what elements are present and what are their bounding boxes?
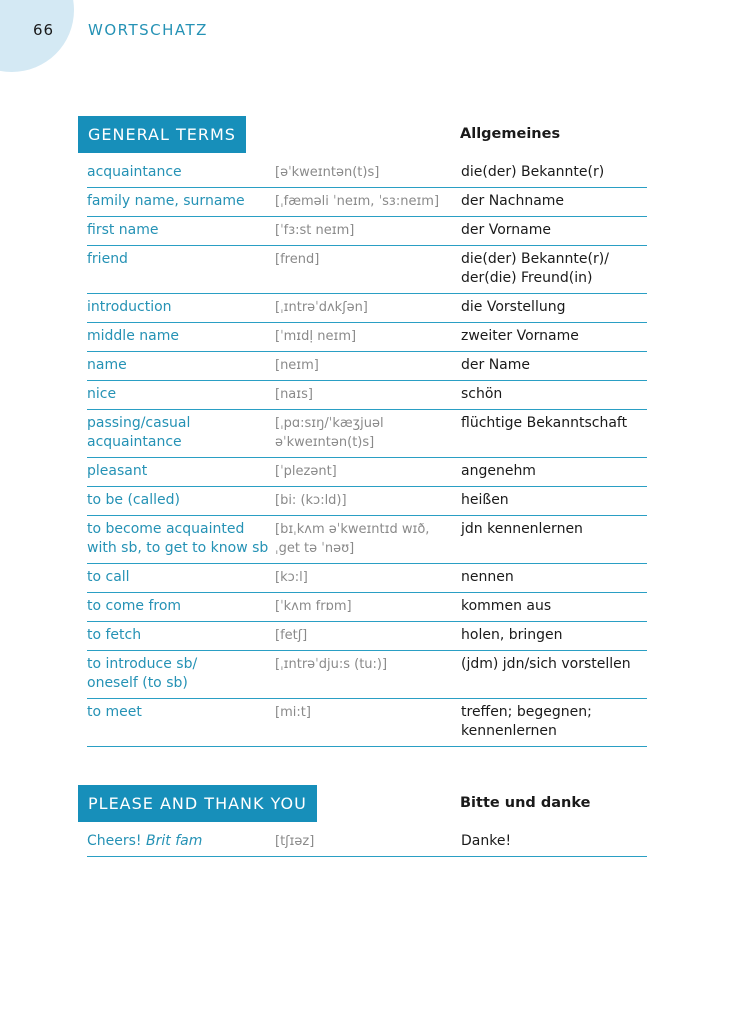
pronunciation: [ˌɪntrəˈdʌkʃən]: [275, 300, 368, 315]
german-translation: der Nachname: [461, 193, 565, 209]
table-row: [87, 487, 647, 516]
table-row: [87, 828, 647, 857]
english-term-text: nice: [87, 386, 117, 402]
section-title-de: Bitte und danke: [460, 795, 591, 811]
english-term: [87, 298, 275, 317]
pronunciation: [ˈkʌm frɒm]: [275, 599, 352, 614]
english-term: [87, 385, 275, 404]
table-row: [87, 294, 647, 323]
usage-label: Brit fam: [146, 833, 203, 849]
table-row: [87, 516, 647, 564]
german-translation: die Vorstellung: [461, 299, 566, 315]
german-translation: jdn kennenlernen: [461, 521, 583, 537]
english-term-text: friend: [87, 251, 128, 267]
pronunciation: [ˈplezənt]: [275, 464, 337, 479]
english-term: [87, 327, 275, 346]
english-term: [87, 703, 275, 741]
section-header: [78, 116, 648, 154]
pronunciation: [ˈfɜ:st neɪm]: [275, 223, 355, 238]
english-term: [87, 655, 275, 693]
pronunciation: [ˌɪntrəˈdju:s (tu:)]: [275, 657, 388, 672]
pronunciation: [əˈkweɪntən(t)s]: [275, 165, 380, 180]
pronunciation: [tʃɪəz]: [275, 834, 315, 849]
table-row: [87, 458, 647, 487]
german-translation: heißen: [461, 492, 509, 508]
section-title-en: GENERAL TERMS: [78, 116, 246, 153]
table-row: [87, 410, 647, 458]
english-term-text: to become acquainted with sb, to get to know sb: [87, 521, 269, 556]
english-term-text: passing/casual acquaintance: [87, 415, 191, 450]
german-translation: kommen aus: [461, 598, 552, 614]
english-term: [87, 414, 275, 452]
section-title-en: PLEASE AND THANK YOU: [78, 785, 317, 822]
table-row: [87, 352, 647, 381]
english-term: [87, 568, 275, 587]
german-translation: treffen; begegnen; kennenlernen: [461, 704, 592, 739]
pronunciation: [ˌpɑ:sɪŋ/ˈkæʒjuəl əˈkweɪntən(t)s]: [275, 416, 384, 450]
german-translation: holen, bringen: [461, 627, 563, 643]
table-row: [87, 622, 647, 651]
pronunciation: [bɪˌkʌm əˈkweɪntɪd wɪð, ˌget tə ˈnəʊ]: [275, 522, 430, 556]
english-term: [87, 520, 275, 558]
pronunciation: [neɪm]: [275, 358, 319, 373]
english-term-text: middle name: [87, 328, 179, 344]
english-term-text: acquaintance: [87, 164, 182, 180]
pronunciation: [naɪs]: [275, 387, 313, 402]
german-translation: angenehm: [461, 463, 536, 479]
table-row: [87, 593, 647, 622]
english-term: [87, 832, 275, 851]
english-term-text: introduction: [87, 299, 172, 315]
english-term-text: to come from: [87, 598, 182, 614]
section-header: [78, 785, 648, 823]
table-row: [87, 159, 647, 188]
pronunciation: [ˌfæməli ˈneɪm, ˈsɜ:neɪm]: [275, 194, 440, 209]
german-translation: (jdm) jdn/sich vorstellen: [461, 656, 631, 672]
english-term-text: family name, surname: [87, 193, 245, 209]
german-translation: zweiter Vorname: [461, 328, 579, 344]
german-translation: flüchtige Bekanntschaft: [461, 415, 628, 431]
english-term-text: to fetch: [87, 627, 142, 643]
table-row: [87, 323, 647, 352]
english-term: [87, 597, 275, 616]
english-term-text: to call: [87, 569, 130, 585]
table-row: [87, 564, 647, 593]
english-term-text: Cheers!: [87, 833, 142, 849]
german-translation: die(der) Bekannte(r)/ der(die) Freund(in): [461, 251, 609, 286]
german-translation: Danke!: [461, 833, 512, 849]
vocab-table: [87, 828, 647, 857]
section-title-de: Allgemeines: [460, 126, 561, 142]
pronunciation: [ˈmɪdḷ neɪm]: [275, 329, 357, 344]
page-number: 66: [33, 21, 55, 39]
pronunciation: [fetʃ]: [275, 628, 308, 643]
german-translation: schön: [461, 386, 503, 402]
english-term-text: name: [87, 357, 127, 373]
english-term: [87, 250, 275, 288]
english-term-text: first name: [87, 222, 159, 238]
table-row: [87, 188, 647, 217]
pronunciation: [mi:t]: [275, 705, 311, 720]
english-term: [87, 491, 275, 510]
english-term: [87, 163, 275, 182]
chapter-title: WORTSCHATZ: [88, 21, 208, 39]
german-translation: die(der) Bekannte(r): [461, 164, 605, 180]
table-row: [87, 381, 647, 410]
table-row: [87, 246, 647, 294]
english-term-text: to meet: [87, 704, 142, 720]
pronunciation: [bi: (kɔ:ld)]: [275, 493, 347, 508]
english-term: [87, 356, 275, 375]
german-translation: der Name: [461, 357, 531, 373]
english-term: [87, 192, 275, 211]
vocab-table: [87, 159, 647, 747]
table-row: [87, 217, 647, 246]
pronunciation: [frend]: [275, 252, 320, 267]
german-translation: der Vorname: [461, 222, 551, 238]
english-term-text: to introduce sb/ oneself (to sb): [87, 656, 198, 691]
pronunciation: [kɔ:l]: [275, 570, 308, 585]
english-term: [87, 462, 275, 481]
table-row: [87, 651, 647, 699]
section-please-and-thank-you: [78, 785, 648, 857]
german-translation: nennen: [461, 569, 514, 585]
english-term-text: to be (called): [87, 492, 180, 508]
english-term-text: pleasant: [87, 463, 148, 479]
english-term: [87, 221, 275, 240]
english-term: [87, 626, 275, 645]
section-general-terms: [78, 116, 648, 747]
table-row: [87, 699, 647, 747]
